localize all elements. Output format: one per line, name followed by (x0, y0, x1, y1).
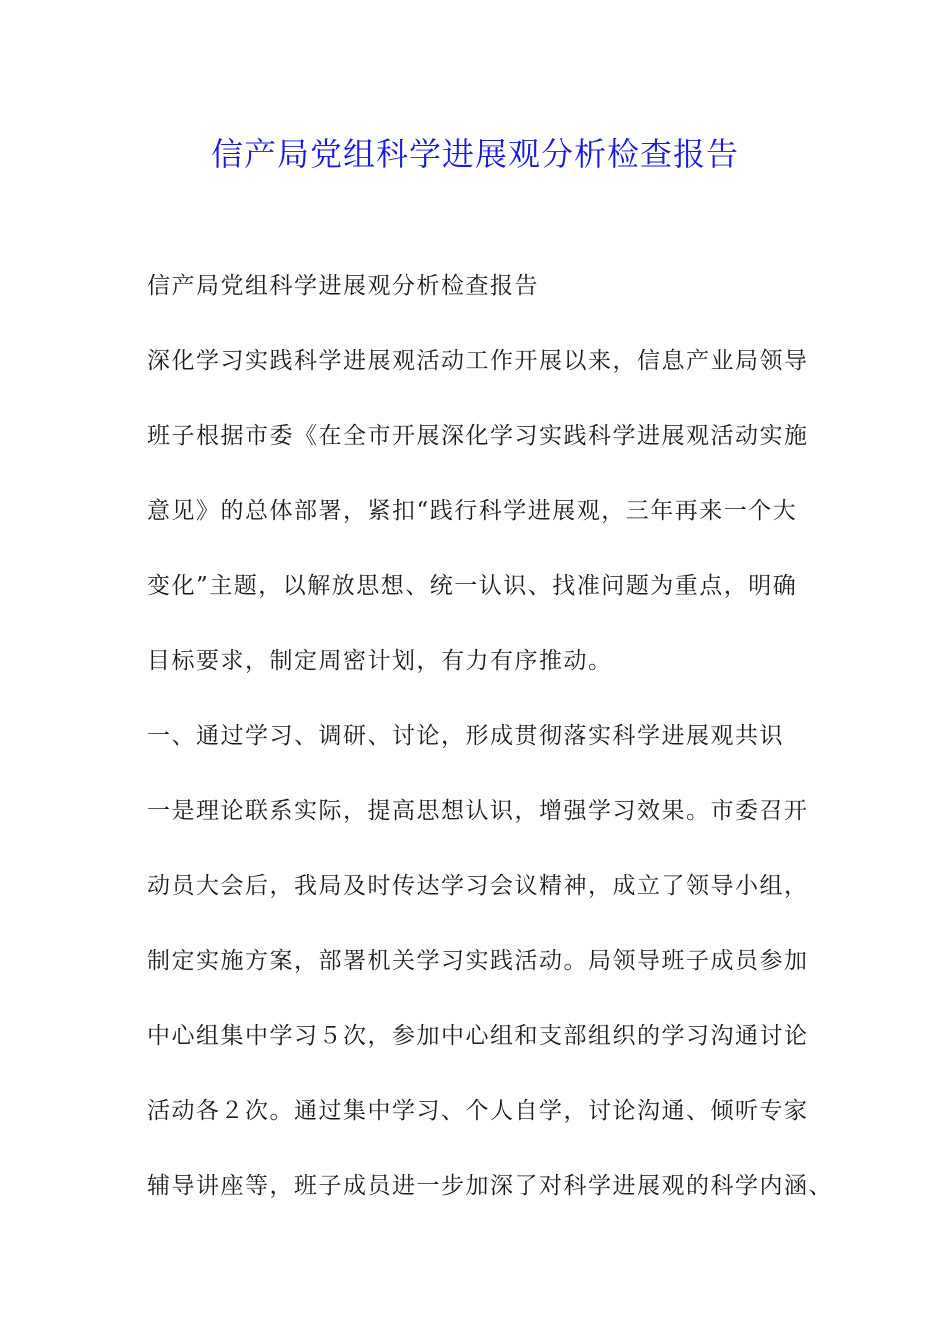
body-line: 辅导讲座等，班子成员进一步加深了对科学进展观的科学内涵、 (147, 1173, 833, 1199)
body-line: 一是理论联系实际，提高思想认识，增强学习效果。市委召开 (147, 798, 809, 824)
subtitle-line: 信产局党组科学进展观分析检查报告 (147, 273, 539, 299)
body-line: 中心组集中学习５次，参加中心组和支部组织的学习沟通讨论 (147, 1023, 809, 1049)
body-line: 深化学习实践科学进展观活动工作开展以来，信息产业局领导 (147, 348, 809, 374)
body-line: 目标要求，制定周密计划，有力有序推动。 (147, 648, 613, 674)
section-heading: 一、通过学习、调研、讨论，形成贯彻落实科学进展观共识 (147, 723, 784, 749)
document-title: 信产局党组科学进展观分析检查报告 (210, 135, 739, 173)
body-line: 活动各２次。通过集中学习、个人自学，讨论沟通、倾听专家 (147, 1098, 809, 1124)
body-line: 变化”主题，以解放思想、统一认识、找准问题为重点，明确 (147, 573, 798, 599)
body-line: 动员大会后，我局及时传达学习会议精神，成立了领导小组， (147, 873, 809, 899)
body-line: 制定实施方案，部署机关学习实践活动。局领导班子成员参加 (147, 948, 809, 974)
body-line: 意见》的总体部署，紧扣“践行科学进展观，三年再来一个大 (147, 498, 798, 524)
body-line: 班子根据市委《在全市开展深化学习实践科学进展观活动实施 (147, 423, 809, 449)
